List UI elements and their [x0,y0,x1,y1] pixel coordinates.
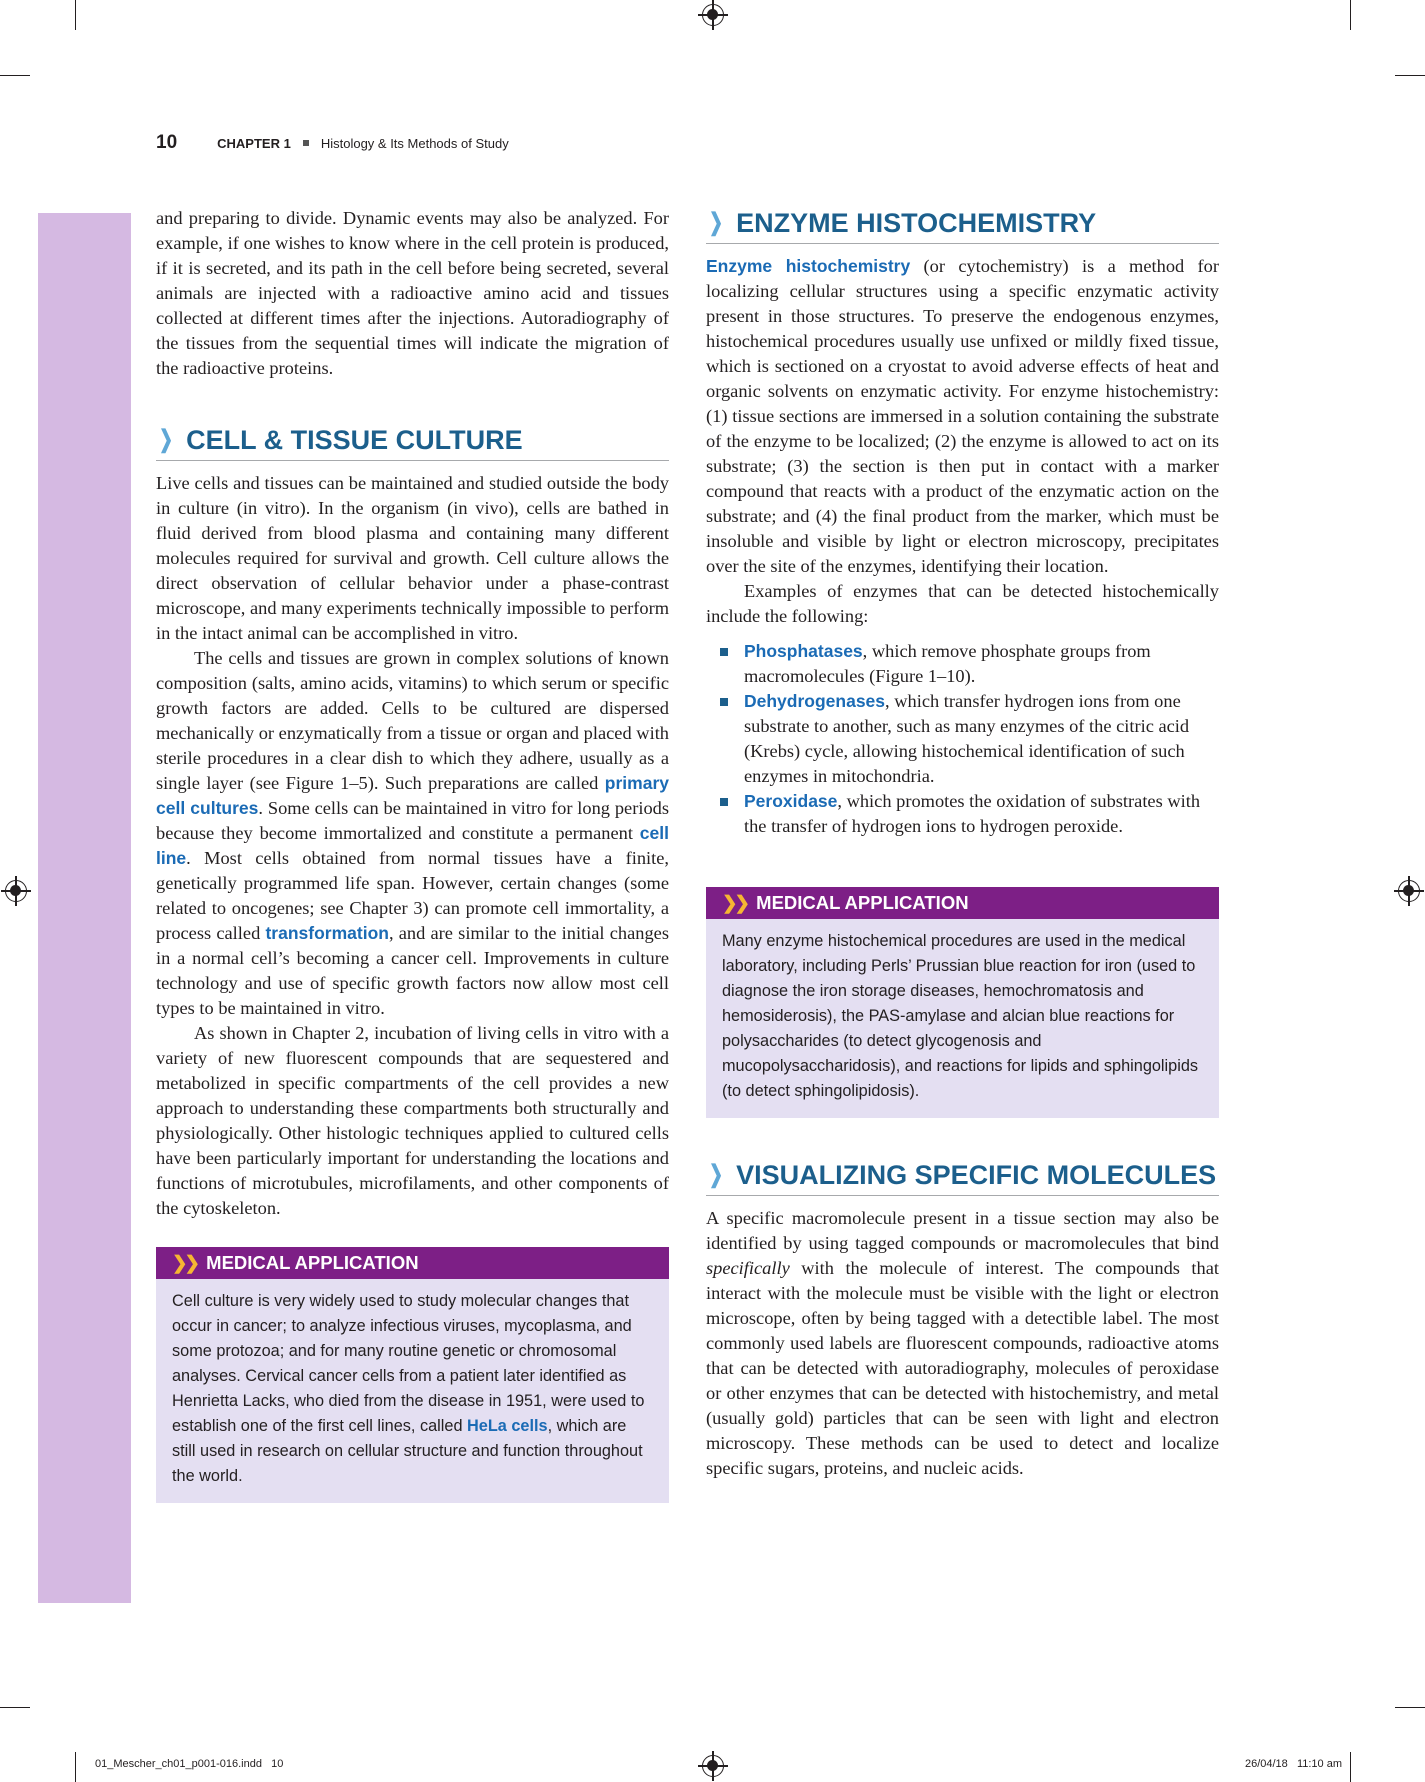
list-item [706,639,1219,689]
paragraph: Live cells and tissues can be maintained and studied outside the body in culture (in vitro). In the organism (in vivo), cells are bathed in fluid derived from blood plasma and containing many different molecules required for survival and growth. Cell culture allows the direct observation of cellular behavior under a phase-contrast microscope, and many experiments technically impossible to perform in the intact animal can be accomplished in vitro. [156,473,669,643]
separator-square-icon [303,140,309,146]
medical-application-title: MEDICAL APPLICATION [206,1252,419,1273]
paragraph [706,254,1219,579]
section-heading-text: VISUALIZING SPECIFIC MOLECULES [736,1160,1217,1190]
keyword: primary cell cultures [156,773,669,818]
crop-mark [1350,0,1351,30]
keyword: Peroxidase [744,791,838,811]
registration-mark-icon [1398,880,1420,902]
crop-mark [75,0,76,30]
medical-application-title: MEDICAL APPLICATION [756,892,969,913]
section-heading-text: CELL & TISSUE CULTURE [186,425,523,455]
registration-mark-icon [5,880,27,902]
chapter-title: Histology & Its Methods of Study [320,136,509,151]
keyword: Phosphatases [744,641,863,661]
section-heading-cell-tissue-culture [156,423,669,461]
section-heading-visualizing-specific-molecules [706,1158,1219,1196]
text-run: with the molecule of interest. The compounds that interact with the molecule must be visible with the light or electron microscope, often by being tagged with a detectible label. The most commonly used labels are fluorescent compounds, radioactive atoms that can be detected with autoradiography, molecules of peroxidase or other enzymes that can be detected with histochemistry, and metal (usually gold) particles that can be seen with light and electron microscopy. These methods can be used to detect and localize specific sugars, proteins, and nucleic acids. [706,1258,1219,1478]
text-run: . Most cells obtained from normal tissues have a finite, genetically programmed life span. However, certain changes (some related to oncogenes; see Chapter 3) can promote cell immortality, a process called [156,848,669,943]
crop-mark [0,1707,30,1708]
registration-mark-icon [702,1755,724,1777]
paragraph: Examples of enzymes that can be detected histochemically include the following: [706,581,1219,626]
text-run: , which transfer hydrogen ions from one substrate to another, such as many enzymes of the citric acid (Krebs) cycle, allowing histochemical identification of such enzymes in mitochondria. [744,691,1190,786]
running-head [156,132,509,160]
medical-application-header [156,1247,669,1279]
chevron-right-icon: ❯ [159,426,174,453]
medical-application-body: Many enzyme histochemical procedures are used in the medical laboratory, including Perls’ Prussian blue reaction for iron (used to diagnose the iron storage diseases, hemochromatosis and hemosiderosis), the PAS-amylase and alcian blue reactions for polysaccharides (to detect glycogenosis and mucopolysaccharidosis), and reactions for lipids and sphingolipids (to detect sphingolipidosis). [722,932,1199,1100]
text-run: Cell culture is very widely used to study molecular changes that occur in cancer; to analyze infectious viruses, mycoplasma, and some protozoa; and for many routine genetic or chromosomal analyses. Cervical cancer cells from a patient later identified as Henrietta Lacks, who died from the disease in 1951, were used to establish one of the first cell lines, called [172,1292,645,1435]
double-chevron-icon: ❯❯ [722,892,748,913]
keyword: transformation [265,923,389,943]
section-heading-enzyme-histochemistry [706,206,1219,244]
text-run: , which remove phosphate groups from macromolecules (Figure 1–10). [744,641,1151,686]
keyword: Enzyme histochemistry [706,256,911,276]
crop-mark [75,1752,76,1782]
text-run: The cells and tissues are grown in complex solutions of known composition (salts, amino acids, vitamins) to which serum or specific growth factors are added. Cells to be cultured are dispersed mechanically or enzymatically from a tissue or organ and placed with sterile procedures in a clear dish to which they adhere, usually as a single layer (see Figure 1–5). Such preparations are called [156,648,669,793]
keyword: Dehydrogenases [744,691,886,711]
medical-application-box [706,887,1219,1118]
text-run: . Some cells can be maintained in vitro for long periods because they become immortalized and constitute a permanent [156,798,669,843]
medical-application-header [706,887,1219,919]
chevron-right-icon: ❯ [709,209,724,236]
registration-mark-icon [702,4,724,26]
medical-application-box [156,1247,669,1503]
chapter-label: CHAPTER 1 [217,136,291,151]
crop-mark [1395,75,1425,76]
footer-timestamp: 26/04/18 11:10 am [1244,1758,1342,1770]
text-run: , which promotes the oxidation of substrates with the transfer of hydrogen ions to hydrogen peroxide. [744,791,1201,836]
page-number: 10 [156,132,178,153]
text-run: , and are similar to the initial changes in a normal cell’s becoming a cancer cell. Improvements in culture technology and use of specific growth factors now allow most cell types to be maintained in vitro. [156,923,669,1018]
keyword: HeLa cells [467,1417,548,1435]
intro-paragraph: and preparing to divide. Dynamic events may also be analyzed. For example, if one wishes to know where in the cell protein is produced, if it is secreted, and its path in the cell before being secreted, several animals are injected with a radioactive amino acid and tissues collected at different times after the injections. Autoradiography of the tissues from the sequential times will indicate the migration of the radioactive proteins. [156,208,669,378]
paragraph: As shown in Chapter 2, incubation of living cells in vitro with a variety of new fluorescent compounds that are sequestered and metabolized in specific compartments of the cell provides a new approach to understanding these compartments both structurally and physiologically. Other histologic techniques applied to cultured cells have been particularly important for understanding the locations and functions of microtubules, microfilaments, and other components of the cytoskeleton. [156,1023,669,1218]
double-chevron-icon: ❯❯ [172,1252,198,1273]
paragraph [706,1206,1219,1481]
keyword: cell line [156,823,669,868]
enzyme-list [706,639,1219,839]
crop-mark [1350,1752,1351,1782]
list-item [706,689,1219,789]
left-column [156,206,669,1503]
text-run: , which are still used in research on cellular structure and function throughout the world. [172,1417,643,1485]
page-sidebar-band [38,213,131,1603]
right-column [706,206,1219,1481]
section-heading-text: ENZYME HISTOCHEMISTRY [736,208,1097,238]
text-run: A specific macromolecule present in a tissue section may also be identified by using tagged compounds or macromolecules that bind [706,1208,1219,1253]
medical-application-body [156,1279,669,1503]
footer-file-name: 01_Mescher_ch01_p001-016.indd 10 [95,1758,284,1770]
paragraph [156,646,669,1021]
crop-mark [1395,1707,1425,1708]
emphasis: specifically [706,1258,790,1278]
list-item [706,789,1219,839]
chevron-right-icon: ❯ [709,1161,724,1188]
text-run: (or cytochemistry) is a method for localizing cellular structures using a specific enzymatic activity present in those structures. To preserve the endogenous enzymes, histochemical procedures usually use unfixed or mildly fixed tissue, which is sectioned on a cryostat to avoid adverse effects of heat and organic solvents on enzymatic activity. For enzyme histochemistry: (1) tissue sections are immersed in a solution containing the substrate of the enzyme to be localized; (2) the enzyme is allowed to act on its substrate; (3) the section is then put in contact with a marker compound that reacts with a product of the enzymatic action on the substrate; and (4) the final product from the marker, which must be insoluble and visible by light or electron microscopy, precipitates over the site of the enzymes, identifying their location. [706,256,1219,576]
crop-mark [0,75,30,76]
